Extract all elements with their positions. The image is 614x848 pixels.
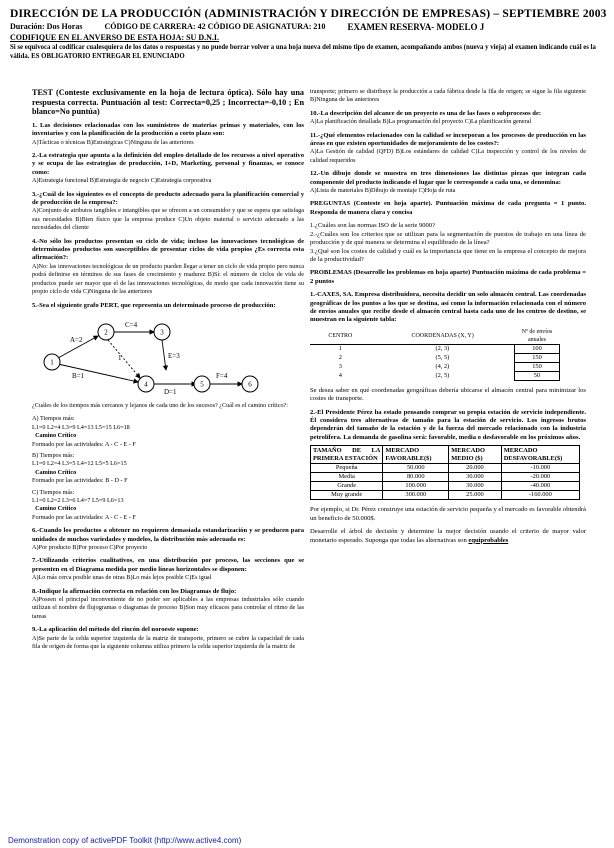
table-row bbox=[311, 491, 580, 500]
question-2 bbox=[32, 152, 304, 186]
table-cell: 150 bbox=[515, 353, 560, 362]
problem-1-text: 1.-CAXES, SA. Empresa distribuidora, necesita decidir un solo almacén central. Las coordenadas geográficas de los puntos a los que se destina, así como la información relacionada con el número de envíos anuales que recibe desde el almacén central hasta cada uno de los centros de destino, se muestran en la siguiente tabla: bbox=[310, 291, 586, 324]
pregunta-3: 3.¿Qué son los costes de calidad y cuál es la importancia que tiene en la empresa el concepto de mejora de la productividad? bbox=[310, 247, 586, 263]
q5-c-crit-label: Camino Crítico bbox=[35, 505, 77, 513]
right-column bbox=[310, 88, 586, 550]
exam-duration: Duración: Dos Horas bbox=[10, 22, 83, 31]
pert-activity-a: A=2 bbox=[70, 335, 83, 344]
table-row bbox=[311, 482, 580, 491]
q6-text: 6.-Cuando los productos a obtener no requieren demasiada estandarización y se producen para unidades de muchos variedades y modelos, la distribución más adecuada es: bbox=[32, 527, 304, 543]
question-7 bbox=[32, 557, 304, 582]
centers-table-header bbox=[310, 328, 560, 345]
question-5 bbox=[32, 302, 304, 310]
q12-options: A)Lista de materiales B)Dibujo de montaje C)Hoja de ruta bbox=[310, 187, 456, 195]
pert-node-6-label: 6 bbox=[248, 380, 252, 389]
table-cell: 30.000 bbox=[449, 473, 501, 482]
centers-col-header: CENTRO bbox=[310, 328, 371, 345]
q5-option-b bbox=[32, 452, 304, 486]
table-cell: 4 bbox=[338, 371, 342, 379]
pert-activity-f: F=4 bbox=[216, 371, 228, 380]
q5-c-times: L1=0 L2=2 L3=6 L4=7 L5=9 L6=13 bbox=[32, 496, 124, 504]
question-4 bbox=[32, 238, 304, 297]
pert-edge-dummy bbox=[108, 340, 140, 378]
q5-a-crit: Formado por las actividades: A - C - E - F bbox=[32, 440, 136, 448]
table-cell: 1 bbox=[338, 345, 342, 352]
pregunta-1: 1.¿Cuáles son las normas ISO de la serie 9000? bbox=[310, 222, 436, 230]
problem-2-question-text: Desarrolle el árbol de decisión y determine la mejor decisión usando el criterio de mayor valor monetario esperado. Suponga que todas las alternativas son bbox=[310, 528, 586, 544]
q3-text: 3.-¿Cuál de los siguientes es el concepto de producto adecuado para la planificación comercial y de producción de la empresa?: bbox=[32, 190, 304, 207]
pert-node-3-label: 3 bbox=[160, 328, 164, 337]
table-cell: 150 bbox=[515, 362, 560, 371]
centers-table bbox=[310, 328, 560, 381]
pert-activity-d: D=1 bbox=[164, 387, 177, 396]
question-1 bbox=[32, 122, 304, 147]
q4-text: 4.-No sólo los productos presentan su ciclo de vida; incluso las innovaciones tecnológicas de determinados productos son susceptibles de presentar ciclos de vida propios ¿Es correcta esta afirmación?: bbox=[32, 237, 304, 262]
table-cell: -160.000 bbox=[501, 491, 579, 500]
problem-2-question-emphasis: equiprobables bbox=[468, 536, 509, 544]
q9-continuation: transporte; primero se distribuye la producción a cada fábrica desde la fila de origen; se sigue la fila siguiente B)Ninguna de las anteriores bbox=[310, 88, 586, 104]
table-cell: 25.000 bbox=[449, 491, 501, 500]
q8-options: A)Poseen el principal inconveniente de no poder ser aplicables a las empresas industriales sólo cuando utilizan el nombre de flujogramas o diagramas de proceso B)Son muy eficaces para controlar el ritmo de las tareas bbox=[32, 596, 304, 620]
table-cell: Pequeña bbox=[311, 464, 383, 473]
pert-dummy-label: 1 bbox=[118, 353, 122, 362]
table-cell: -40.000 bbox=[501, 482, 579, 491]
q10-options: A)La planificación detallada B)La programación del proyecto C)La planificación general bbox=[310, 118, 532, 126]
table-cell: (2, 5) bbox=[435, 371, 450, 379]
station-col-header: MERCADO MEDIO ($) bbox=[449, 446, 501, 464]
question-10 bbox=[310, 110, 586, 127]
table-cell: 100 bbox=[515, 344, 560, 353]
table-row bbox=[310, 344, 560, 353]
station-col-header: MERCADO DESFAVORABLE($) bbox=[501, 446, 579, 464]
question-3 bbox=[32, 191, 304, 233]
exam-title: DIRECCIÓN DE LA PRODUCCIÓN (ADMINISTRACIÓN Y DIRECCIÓN DE EMPRESAS) – SEPTIEMBRE 2003 bbox=[10, 8, 607, 20]
pert-node-4-label: 4 bbox=[144, 380, 148, 389]
q5-b-crit-label: Camino Crítico bbox=[35, 468, 77, 476]
preguntas-header: PREGUNTAS (Conteste en hoja aparte). Puntuación máxima de cada pregunta = 1 punto. Responda de manera clara y concisa bbox=[310, 200, 586, 216]
q4-options: A)No: las innovaciones tecnológicas de un producto pueden llegar a tener un ciclo de vida propio pero nunca podrá definirse en términos de sus fases de crecimiento y madurez B)Sí: el número de ciclos de vida de productos puede ser mayor que el de las innovaciones tecnológicas, de modo que cada innovación tiene su propio ciclo de vida C)Ninguna de las anteriores bbox=[32, 262, 304, 296]
table-cell: 80.000 bbox=[383, 473, 449, 482]
exam-header bbox=[10, 8, 607, 61]
pert-edge-b bbox=[58, 364, 138, 382]
question-12 bbox=[310, 170, 586, 195]
table-row bbox=[310, 371, 560, 380]
exam-model: EXAMEN RESERVA- MODELO J bbox=[347, 22, 485, 32]
table-row bbox=[311, 464, 580, 473]
q5-a-label: A) Tiempos más: bbox=[32, 415, 75, 423]
left-column bbox=[32, 88, 304, 656]
table-cell: Muy grande bbox=[311, 491, 383, 500]
table-cell: 20.000 bbox=[449, 464, 501, 473]
q5-option-c bbox=[32, 489, 304, 523]
q2-options: A)Estrategia funcional B)Estrategia de negocio C)Estrategia corporativa bbox=[32, 177, 212, 185]
pert-node-2-label: 2 bbox=[104, 328, 108, 337]
table-cell: (5, 5) bbox=[435, 353, 450, 361]
q8-text: 8.-Indique la afirmación correcta en relación con los Diagramas de flujo: bbox=[32, 587, 237, 595]
table-cell: Grande bbox=[311, 482, 383, 491]
pert-graph bbox=[32, 312, 282, 400]
question-11 bbox=[310, 132, 586, 166]
q5-a-crit-label: Camino Crítico bbox=[35, 432, 77, 440]
pert-activity-e: E=3 bbox=[168, 351, 180, 360]
question-6 bbox=[32, 527, 304, 552]
q9-text: 9.-La aplicación del método del rincón del noroeste supone: bbox=[32, 626, 199, 634]
q1-text: 1. Las decisiones relacionadas con los suministros de materias primas y materiales, con los inventarios y con la planificación de la producción a corto plazo son: bbox=[32, 121, 304, 138]
problem-2-question bbox=[310, 528, 586, 545]
table-cell: 100.000 bbox=[383, 482, 449, 491]
pert-node-1-label: 1 bbox=[50, 358, 54, 367]
station-col-header: TAMAÑO DE LA PRIMERA ESTACIÓN bbox=[311, 446, 383, 464]
problem-1-question: Se desea saber en qué coordenadas geográficas debería ubicarse el almacén central para minimizar los costes de transporte. bbox=[310, 386, 586, 403]
q5-b-times: L1=0 L2=4 L3=5 L4=12 L5=5 L6=15 bbox=[32, 460, 127, 468]
pregunta-2: 2.-¿Cuáles son los criterios que se utilizan para la segmentación de puestos de trabajo en una línea de producción y de qué manera se determina el equilibrado de la línea? bbox=[310, 230, 586, 247]
table-cell: Media bbox=[311, 473, 383, 482]
station-table bbox=[310, 445, 580, 500]
q7-text: 7.-Utilizando criterios cualitativos, en una distribución por proceso, las secciones que se presenten en el Diagrama medida por medio líneas horizontales se disponen: bbox=[32, 557, 304, 573]
test-header: TEST (Conteste exclusivamente en la hoja de lectura óptica). Sólo hay una respuesta correcta. Puntuación al test: Correcta=0,25 ; Incorrecta=-0,10 ; En blanco=No puntúa) bbox=[32, 88, 304, 117]
table-cell: (4, 2) bbox=[435, 362, 450, 370]
q5-c-crit: Formado por las actividades: A - C - E - F bbox=[32, 513, 136, 521]
q7-options: A)Lo más cerca posible unas de otras B)Lo más lejos posible C)Es igual bbox=[32, 574, 212, 582]
q5-question: ¿Cuáles de los tiempos más cercanos y lejanos de cada uno de los sucesos? ¿Cuál es el camino crítico?: bbox=[32, 401, 289, 409]
pert-edge-e bbox=[162, 340, 166, 370]
q5-b-label: B) Tiempos más: bbox=[32, 451, 75, 459]
pert-activity-c: C=4 bbox=[125, 320, 138, 329]
table-cell: -10.000 bbox=[501, 464, 579, 473]
q2-text: 2.-La estrategia que apunta a la definición del empleo detallado de los recursos a nivel operativo y se ocupa de las estrategias de producción, I+D, Marketing, personal y finanzas, se conoce como: bbox=[32, 152, 304, 176]
table-cell: 3 bbox=[338, 362, 342, 370]
q3-options: A)Conjunto de atributos tangibles e intangibles que se ofrecen a un consumidor y que se espera que satisfaga sus necesidades B)Bien físico que la empresa produce C)Un objeto material o servicio adecuado a las necesidades del cliente bbox=[32, 207, 304, 232]
q5-text: 5.-Sea el siguiente grafo PERT, que representa un determinado proceso de producción: bbox=[32, 301, 276, 309]
pert-activity-b: B=1 bbox=[72, 371, 85, 380]
q5-a-times: L1=0 L2=4 L3=9 L4=13 L5=15 L6=18 bbox=[32, 423, 130, 431]
exam-codes: CÓDIGO DE CARRERA: 42 CÓDIGO DE ASIGNATURA: 210 bbox=[104, 22, 326, 31]
table-row bbox=[310, 353, 560, 362]
question-9 bbox=[32, 626, 304, 651]
table-row bbox=[311, 473, 580, 482]
preguntas-list bbox=[310, 222, 586, 264]
station-col-header: MERCADO FAVORABLE($) bbox=[383, 446, 449, 464]
q11-options: A)La Gestión de calidad (QFD) B)Los estándares de calidad C)La inspección y control de los niveles de calidad requeridos bbox=[310, 148, 586, 164]
problemas-header: PROBLEMAS (Desarrolle los problemas en hoja aparte) Puntuación máxima de cada problema = 2 puntos bbox=[310, 269, 586, 285]
q5-c-label: C) Tiempos más: bbox=[32, 488, 75, 496]
q12-text: 12.-Un dibujo donde se muestra en tres dimensiones las distintas piezas que integran cada componente del producto indicando el lugar que le corresponde a cada una, se denomina: bbox=[310, 170, 586, 186]
table-cell: (2, 3) bbox=[435, 345, 450, 352]
q9-options: A)Se parte de la celda superior izquierda de la matriz de transporte, primero se cubre la capacidad de cada fila de origen de forma que la siguiente columna utiliza primero la celda superior izquierda de la matriz de bbox=[32, 634, 304, 651]
table-cell: -20.000 bbox=[501, 473, 579, 482]
table-cell: 300.000 bbox=[383, 491, 449, 500]
table-cell: 50.000 bbox=[383, 464, 449, 473]
table-row bbox=[310, 362, 560, 371]
code-instruction: CODIFIQUE EN EL ANVERSO DE ESTA HOJA: SU D.N.I. bbox=[10, 33, 220, 42]
q11-text: 11.-¿Qué elementos relacionados con la calidad se incorporan a los procesos de producción en las áreas en que existen oportunidades de mejoramiento de los costes?: bbox=[310, 131, 586, 148]
table-cell: 2 bbox=[338, 353, 342, 361]
q6-options: A)Por producto B)Por proceso C)Por proyecto bbox=[32, 544, 148, 551]
centers-col-header: Nº de envíos anuales bbox=[515, 328, 560, 345]
exam-meta bbox=[10, 22, 604, 32]
table-cell: 50 bbox=[515, 371, 560, 380]
station-table-header bbox=[311, 446, 580, 464]
pert-node-5-label: 5 bbox=[200, 380, 204, 389]
q5-option-a bbox=[32, 415, 304, 449]
table-cell: 30.000 bbox=[449, 482, 501, 491]
demo-watermark-footer: Demonstration copy of activePDF Toolkit (http://www.active4.com) bbox=[8, 836, 242, 845]
problem-2-note: Por ejemplo, si Dr. Pérez construye una estación de servicio pequeña y el mercado es favorable obtendrá un beneficio de 50.000$. bbox=[310, 506, 586, 522]
question-8 bbox=[32, 588, 304, 622]
problem-2-text: 2.-El Presidente Pérez ha estado pensando comprar su propia estación de servicio independiente. Él considera tres alternativas de tamaño para la estación de servicio. Los ingresos brutos dependerán del tamaño de la estación y de la fuerza del mercado relacionado con la industria petrolífera. La demanda de gasolina será: favorable, media o desfavorable en los próximos años. bbox=[310, 408, 586, 441]
warning-text: Si se equivoca al codificar cualesquiera de los datos o respuestas y no puede borrar volver a una hoja nueva del mismo tipo de examen, acompañando ambos (nueva y vieja) al examen indicando cuál es la válida. ES OBLIGATORIO ENTREGAR EL ENUNCIADO bbox=[10, 44, 596, 60]
q5-b-crit: Formado por las actividades: B - D - F bbox=[32, 477, 128, 485]
centers-col-header: COORDENADAS (X, Y) bbox=[371, 328, 515, 345]
q10-text: 10.-La descripción del alcance de un proyecto es una de las fases o subprocesos de: bbox=[310, 109, 542, 117]
q1-options: A)Tácticas o técnicas B)Estratégicas C)Ninguna de las anteriores bbox=[32, 138, 194, 146]
